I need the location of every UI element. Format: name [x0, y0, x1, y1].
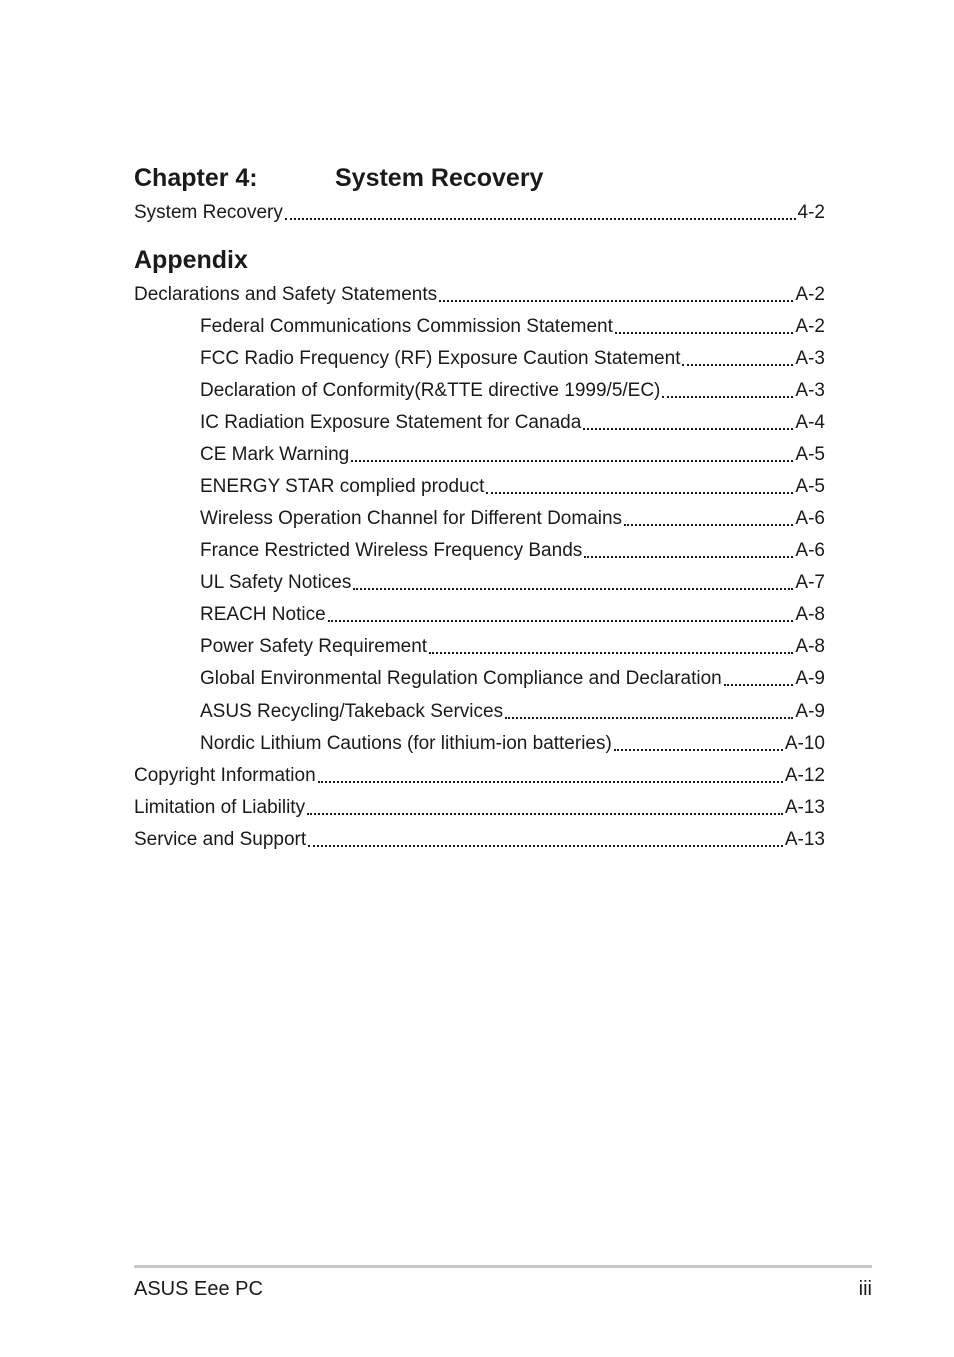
dot-leader — [624, 524, 793, 526]
toc-entry-page: A-2 — [795, 284, 825, 305]
dot-leader — [505, 717, 793, 719]
toc-entry-title: CE Mark Warning — [200, 444, 350, 465]
toc-entry[interactable] — [134, 795, 825, 821]
toc-entry-title: Copyright Information — [134, 765, 316, 786]
toc-entry[interactable] — [200, 570, 825, 596]
toc-entry-page: A-6 — [795, 508, 825, 529]
toc-entry[interactable] — [200, 634, 825, 660]
toc-entry[interactable] — [134, 200, 825, 226]
toc-entry[interactable] — [200, 378, 825, 404]
toc-entry[interactable] — [200, 410, 825, 436]
toc-entry-page: A-3 — [795, 380, 825, 401]
toc-entry-page: A-7 — [795, 572, 825, 593]
dot-leader — [328, 620, 794, 622]
dot-leader — [353, 588, 793, 590]
toc-entry-title: REACH Notice — [200, 604, 326, 625]
toc-entry-title: FCC Radio Frequency (RF) Exposure Caution Statement — [200, 348, 681, 369]
toc-entry[interactable] — [200, 699, 825, 725]
dot-leader — [486, 492, 793, 494]
toc-entry-title: System Recovery — [134, 202, 283, 223]
toc-entry[interactable] — [200, 731, 825, 757]
toc-entry-title: ENERGY STAR complied product — [200, 476, 485, 497]
toc-entry-page: A-10 — [784, 733, 825, 754]
dot-leader — [682, 364, 793, 366]
toc-entry-page: A-8 — [795, 636, 825, 657]
toc-entry[interactable] — [200, 474, 825, 500]
dot-leader — [662, 396, 793, 398]
toc-entry-page: A-9 — [795, 701, 825, 722]
toc-entry[interactable] — [200, 506, 825, 532]
toc-entry-page: 4-2 — [797, 202, 825, 223]
toc-entry-page: A-5 — [795, 444, 825, 465]
toc-entry-page: A-6 — [795, 540, 825, 561]
dot-leader — [429, 652, 793, 654]
toc-entry-page: A-2 — [795, 316, 825, 337]
toc-entry-page: A-8 — [795, 604, 825, 625]
dot-leader — [724, 684, 794, 686]
dot-leader — [285, 218, 796, 220]
toc-entry-page: A-5 — [795, 476, 825, 497]
appendix-heading: Appendix — [134, 246, 248, 274]
toc-entry[interactable] — [200, 346, 825, 372]
dot-leader — [615, 332, 794, 334]
toc-entry-page: A-9 — [795, 668, 825, 689]
dot-leader — [307, 813, 783, 815]
footer-page-number: iii — [858, 1278, 872, 1300]
toc-entry-title: Global Environmental Regulation Compliance and Declaration — [200, 668, 722, 689]
dot-leader — [583, 428, 793, 430]
toc-entry-title: Nordic Lithium Cautions (for lithium-ion batteries) — [200, 733, 612, 754]
toc-entry-title: ASUS Recycling/Takeback Services — [200, 701, 504, 722]
dot-leader — [318, 781, 783, 783]
toc-entry[interactable] — [200, 442, 825, 468]
toc-entry-title: Limitation of Liability — [134, 797, 306, 818]
dot-leader — [584, 556, 793, 558]
toc-entry-page: A-13 — [784, 797, 825, 818]
chapter-label: Chapter 4: — [134, 164, 258, 192]
toc-entry-title: Declarations and Safety Statements — [134, 284, 438, 305]
footer-product-name: ASUS Eee PC — [134, 1278, 263, 1300]
chapter-title: System Recovery — [335, 164, 544, 192]
footer-divider — [134, 1265, 872, 1268]
toc-entry[interactable] — [200, 538, 825, 564]
dot-leader — [614, 749, 783, 751]
dot-leader — [439, 300, 793, 302]
toc-entry[interactable] — [134, 827, 825, 853]
dot-leader — [308, 845, 783, 847]
toc-entry-title: Power Safety Requirement — [200, 636, 428, 657]
toc-entry-page: A-3 — [795, 348, 825, 369]
toc-entry[interactable] — [134, 282, 825, 308]
toc-entry-page: A-4 — [795, 412, 825, 433]
toc-entry-title: France Restricted Wireless Frequency Bands — [200, 540, 583, 561]
chapter-heading — [134, 162, 544, 194]
toc-entry-title: Declaration of Conformity(R&TTE directive 1999/5/EC) — [200, 380, 661, 401]
toc-entry-title: Federal Communications Commission Statement — [200, 316, 613, 337]
dot-leader — [351, 460, 793, 462]
toc-entry-title: Wireless Operation Channel for Different Domains — [200, 508, 623, 529]
toc-entry-title: Service and Support — [134, 829, 307, 850]
toc-entry-title: IC Radiation Exposure Statement for Canada — [200, 412, 582, 433]
toc-entry[interactable] — [200, 314, 825, 340]
toc-entry-page: A-13 — [784, 829, 825, 850]
toc-entry-page: A-12 — [784, 765, 825, 786]
toc-entry[interactable] — [200, 666, 825, 692]
toc-entry[interactable] — [134, 763, 825, 789]
toc-entry[interactable] — [200, 602, 825, 628]
toc-entry-title: UL Safety Notices — [200, 572, 352, 593]
